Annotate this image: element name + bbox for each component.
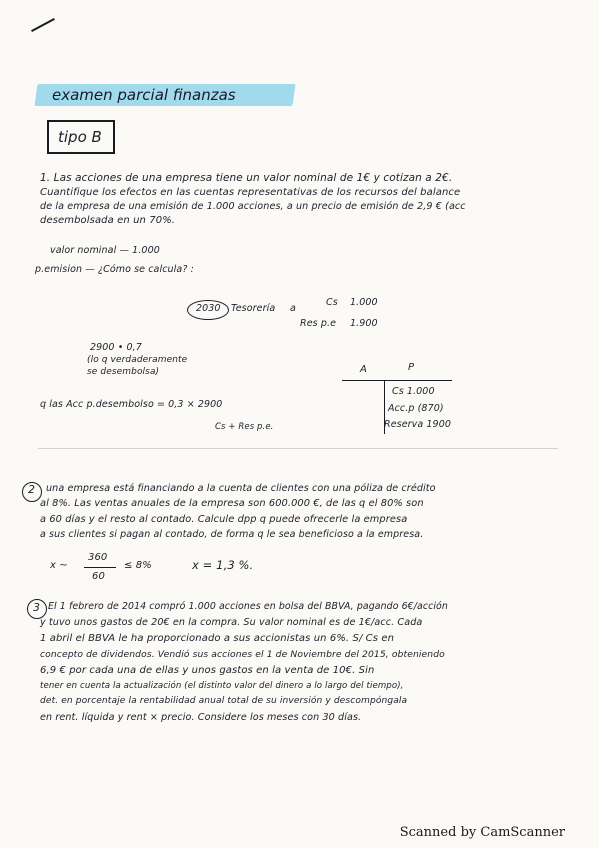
q3-line-3: 1 abril el BBVA le ha proporcionado a sus accionistas un 6%. S/ Cs en [40, 633, 395, 644]
q1-desembolsos: q las Acc p.desembolso = 0,3 × 2900 [40, 399, 223, 410]
q2-numerator: 360 [88, 552, 108, 563]
ledger-row-3: Reserva 1900 [384, 419, 451, 430]
q3-number: 3 [33, 601, 41, 614]
q3-line-5: 6,9 € por cada una de ellas y unos gastos en la venta de 10€. Sin [40, 665, 375, 676]
q1-line-1: 1. Las acciones de una empresa tiene un valor nominal de 1€ y cotizan a 2€. [40, 172, 453, 184]
q2-line-3: a 60 días y el resto al contado. Calcule dpp q puede ofrecerle la empresa [40, 514, 408, 525]
q1-line-4: desembolsada en un 70%. [40, 215, 176, 226]
q2-line-1: una empresa está financiando a la cuenta de clientes con una póliza de crédito [46, 483, 436, 494]
ledger-row-1: Cs 1.000 [392, 386, 435, 397]
q2-formula-left: x ~ [50, 560, 68, 571]
q2-result: x = 1,3 %. [192, 558, 254, 572]
pen-stroke-mark [31, 18, 55, 32]
q2-denominator: 60 [92, 571, 105, 582]
q1-valor-nominal: valor nominal — 1.000 [50, 245, 160, 256]
scanner-watermark: Scanned by CamScanner [399, 825, 565, 840]
q1-res-value: 1.900 [350, 318, 378, 329]
q1-circled-value: 2030 [196, 303, 221, 314]
q1-calc-3: se desembolsa) [87, 367, 160, 377]
q1-a: a [290, 303, 296, 314]
q3-line-7: det. en porcentaje la rentabilidad anual total de su inversión y descompóngala [40, 696, 408, 706]
q1-tesoreria: Tesorería [231, 303, 276, 314]
ledger-row-2: Acc.p (870) [388, 403, 444, 414]
q1-line-3: de la empresa de una emisión de 1.000 acciones, a un precio de emisión de 2,9 € (acc [40, 201, 466, 212]
q1-cs-res: Cs + Res p.e. [215, 422, 274, 432]
q2-fraction-bar [84, 567, 116, 568]
q3-line-8: en rent. líquida y rent × precio. Considere los meses con 30 días. [40, 712, 362, 723]
q2-number: 2 [28, 483, 36, 496]
q3-line-4: concepto de dividendos. Vendió sus acciones el 1 de Noviembre del 2015, obteniendo [40, 649, 445, 660]
q2-line-2: al 8%. Las ventas anuales de la empresa son 600.000 €, de las q el 80% son [40, 498, 424, 509]
page-title: examen parcial finanzas [52, 86, 236, 104]
q3-line-1: El 1 febrero de 2014 compró 1.000 acciones en bolsa del BBVA, pagando 6€/acción [48, 601, 448, 612]
ledger-a-label: A [360, 364, 367, 375]
q2-formula-right: ≤ 8% [124, 560, 152, 571]
section-divider [38, 448, 558, 449]
q1-p-emision: p.emision — ¿Cómo se calcula? : [35, 264, 194, 275]
q3-line-2: y tuvo unos gastos de 20€ en la compra. Su valor nominal es de 1€/acc. Cada [40, 617, 423, 628]
ledger-horizontal-rule [342, 380, 452, 381]
q1-line-2: Cuantifique los efectos en las cuentas representativas de los recursos del balance [40, 187, 461, 198]
q1-cs-label: Cs [326, 297, 338, 308]
q1-calc-1: 2900 • 0,7 [90, 342, 142, 353]
ledger-p-label: P [408, 362, 415, 373]
q1-calc-2: (lo q verdaderamente [87, 355, 188, 365]
q3-line-6: tener en cuenta la actualización (el distinto valor del dinero a lo largo del tiempo), [40, 681, 404, 691]
tipo-label: tipo B [58, 128, 102, 146]
q2-line-4: a sus clientes si pagan al contado, de forma q le sea beneficioso a la empresa. [40, 529, 424, 540]
q1-cs-value: 1.000 [350, 297, 378, 308]
q1-res-label: Res p.e [300, 318, 337, 329]
